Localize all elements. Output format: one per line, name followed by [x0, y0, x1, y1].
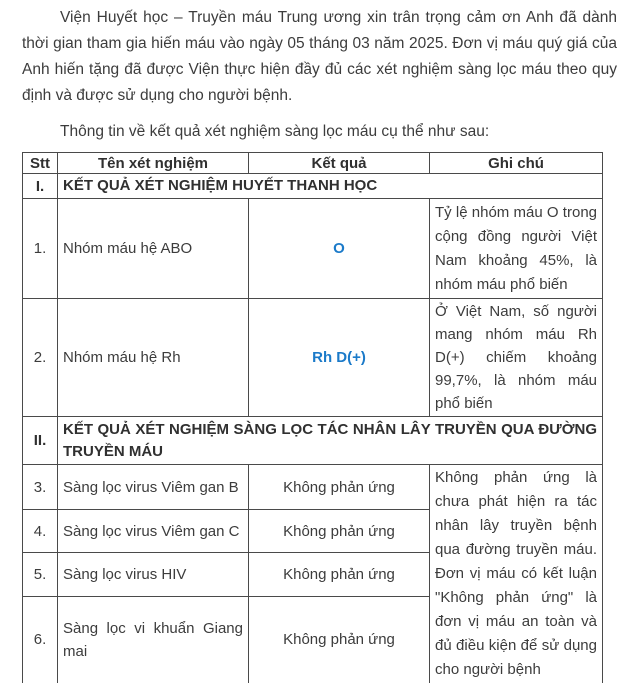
section-screening-title: KẾT QUẢ XÉT NGHIỆM SÀNG LỌC TÁC NHÂN LÂY TRUYỀN QUA ĐƯỜNG TRUYỀN MÁU: [58, 417, 603, 465]
header-test-name: Tên xét nghiệm: [58, 153, 249, 174]
row2-test-name: Nhóm máu hệ Rh: [58, 299, 249, 417]
row2-note: Ở Việt Nam, số người mang nhóm máu Rh D(+) chiếm khoảng 99,7%, là nhóm máu phổ biến: [430, 299, 603, 417]
section-screening-row: [23, 417, 603, 465]
header-result: Kết quả: [249, 153, 430, 174]
row4-result-value: Không phản ứng: [249, 510, 430, 553]
section-serology-title: KẾT QUẢ XÉT NGHIỆM HUYẾT THANH HỌC: [58, 174, 603, 199]
row1-stt: 1.: [23, 199, 58, 299]
header-stt: Stt: [23, 153, 58, 174]
section-screening-index: II.: [23, 417, 58, 465]
row2-stt: 2.: [23, 299, 58, 417]
row6-test-name: Sàng lọc vi khuẩn Giang mai: [58, 596, 249, 683]
screening-merged-note: Không phản ứng là chưa phát hiện ra tác nhân lây truyền bệnh qua đường truyền máu. Đơn vị máu có kết luận "Không phản ứng" là đơn vị máu an toàn và đủ điều kiện để sử dụng cho người bệnh: [430, 465, 603, 683]
row4-test-name: Sàng lọc virus Viêm gan C: [58, 510, 249, 553]
table-header-row: [23, 153, 603, 174]
table-row-rh: [23, 299, 603, 417]
section-serology-index: I.: [23, 174, 58, 199]
row3-result-value: Không phản ứng: [249, 465, 430, 510]
table-lead-paragraph: Thông tin về kết quả xét nghiệm sàng lọc máu cụ thể như sau:: [60, 123, 490, 140]
row3-stt: 3.: [23, 465, 58, 510]
row2-result-value: Rh D(+): [249, 299, 430, 417]
row5-test-name: Sàng lọc virus HIV: [58, 553, 249, 596]
row4-stt: 4.: [23, 510, 58, 553]
section-serology-row: [23, 174, 603, 199]
row6-result-value: Không phản ứng: [249, 596, 430, 683]
table-row-abo: [23, 199, 603, 299]
row6-stt: 6.: [23, 596, 58, 683]
header-note: Ghi chú: [430, 153, 603, 174]
row1-test-name: Nhóm máu hệ ABO: [58, 199, 249, 299]
row5-stt: 5.: [23, 553, 58, 596]
table-row-hepb: [23, 465, 603, 510]
test-results-table: [22, 152, 603, 683]
row3-test-name: Sàng lọc virus Viêm gan B: [58, 465, 249, 510]
row5-result-value: Không phản ứng: [249, 553, 430, 596]
row1-note: Tỷ lệ nhóm máu O trong cộng đồng người Việt Nam khoảng 45%, là nhóm máu phổ biến: [430, 199, 603, 299]
row1-result-value: O: [249, 199, 430, 299]
intro-paragraph: Viện Huyết học – Truyền máu Trung ương xin trân trọng cảm ơn Anh đã dành thời gian tham gia hiến máu vào ngày 05 tháng 03 năm 2025. Đơn vị máu quý giá của Anh hiến tặng đã được Viện thực hiện đầy đủ các xét nghiệm sàng lọc máu theo quy định và được sử dụng cho người bệnh.: [22, 9, 617, 104]
